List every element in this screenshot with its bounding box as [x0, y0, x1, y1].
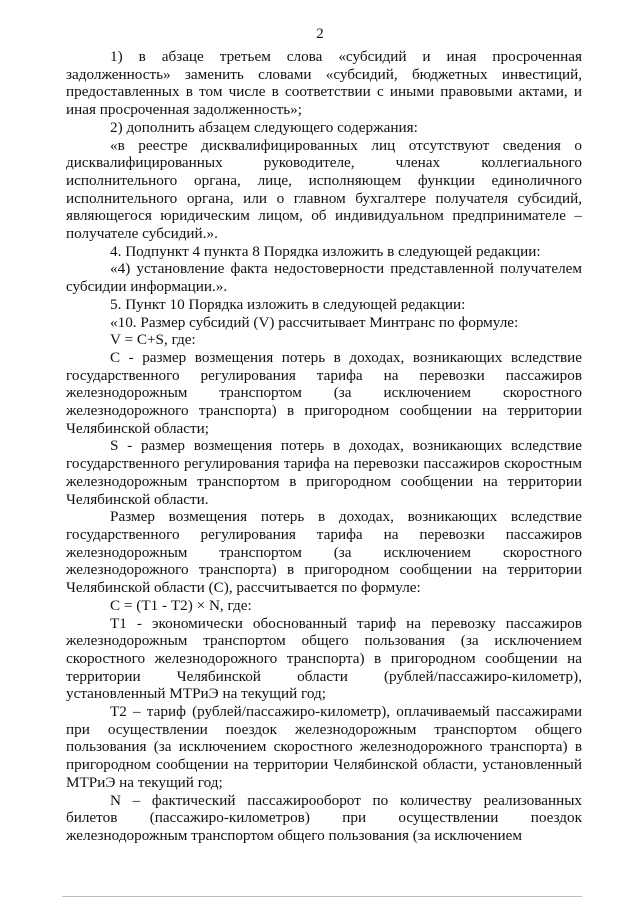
page-bottom-divider: [62, 896, 582, 897]
paragraph-item-4-text: «4) установление факта недостоверности представленной получателем субсидии информации.».: [66, 260, 582, 296]
definition-s: S - размер возмещения потерь в доходах, возникающих вследствие государственного регулирования тарифа на перевозки пассажиров скоростным железнодорожным транспортом в пригородном сообщении на территории Челябинской области.: [66, 437, 582, 508]
paragraph-new-clause-text: «в реестре дисквалифицированных лиц отсутствуют сведения о дисквалифицированных руководителе, членах коллегиального исполнительного органа, лице, исполняющем функции единоличного исполнительного органа, или о главном бухгалтере получателя субсидий, являющегося юридическим лицом, об индивидуальном предпринимателе – получателе субсидий.».: [66, 136, 582, 243]
document-body: [66, 48, 582, 845]
definition-t1: Т1 - экономически обоснованный тариф на перевозку пассажиров железнодорожным транспортом общего пользования (за исключением скоростного железнодорожного транспорта) в пригородном сообщении на территории Челябинской области (рублей/пассажиро-километр), установленный МТРиЭ на текущий год;: [66, 614, 582, 703]
paragraph-item-4: 4. Подпункт 4 пункта 8 Порядка изложить в следующей редакции:: [110, 242, 541, 260]
definition-c: С - размер возмещения потерь в доходах, возникающих вследствие государственного регулирования тарифа на перевозки пассажиров железнодорожным транспортом (за исключением скоростного железнодорожного транспорта) в пригородном сообщении на территории Челябинской области;: [66, 348, 582, 437]
paragraph-subparagraph-1: 1) в абзаце третьем слова «субсидий и иная просроченная задолженность» заменить словами «субсидий, бюджетных инвестиций, предоставленных в том числе в соответствии с иными правовыми актами, и иная просроченная задолженность»;: [66, 48, 582, 119]
definition-t2: Т2 – тариф (рублей/пассажиро-километр), оплачиваемый пассажирами при осуществлении поездок железнодорожным транспортом общего пользования (за исключением скоростного железнодорожного транспорта) в пригородном сообщении на территории Челябинской области, установленный МТРиЭ на текущий год;: [66, 703, 582, 791]
formula-v: V = C+S, где:: [110, 331, 196, 349]
page-number: 2: [316, 26, 324, 42]
paragraph-subparagraph-2: 2) дополнить абзацем следующего содержания:: [110, 118, 418, 136]
definition-n: N – фактический пассажирооборот по количеству реализованных билетов (пассажиро-километров) при осуществлении поездок железнодорожным транспортом общего пользования (за исключением: [66, 791, 582, 844]
paragraph-c-calculation: Размер возмещения потерь в доходах, возникающих вследствие государственного регулирования тарифа на перевозки пассажиров железнодорожным транспортом (за исключением скоростного железнодорожного транспорта) в пригородном сообщении на территории Челябинской области (С), рассчитывается по формуле:: [66, 508, 582, 597]
paragraph-item-5: 5. Пункт 10 Порядка изложить в следующей редакции:: [110, 295, 466, 313]
paragraph-item-10-intro: «10. Размер субсидий (V) рассчитывает Минтранс по формуле:: [110, 313, 519, 331]
formula-c: С = (Т1 - Т2) × N, где:: [110, 596, 252, 614]
